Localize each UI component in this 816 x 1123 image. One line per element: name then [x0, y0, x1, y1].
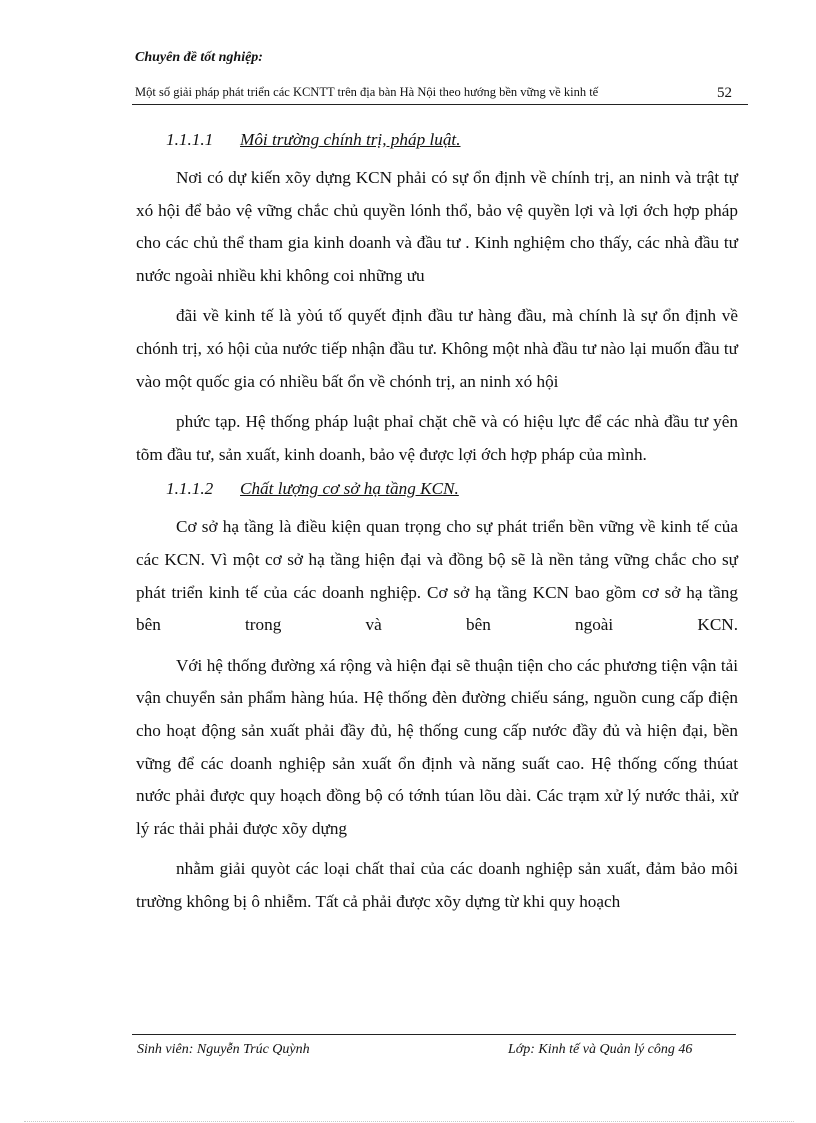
- paragraph: Nơi có dự kiến xõy dựng KCN phải có sự ổn định về chính trị, an ninh và trật tự xó hội để bảo vệ vững chắc chủ quyền lónh thổ, bảo vệ quyền lợi và lợi ớch hợp pháp cho các chủ thể tham gia kinh doanh và đầu tư . Kinh nghiệm cho thấy, các nhà đầu tư nước ngoài nhiều khi không coi những ưu: [136, 168, 738, 285]
- header-divider: [132, 104, 748, 105]
- section-title: Chất lượng cơ sở hạ tầng KCN.: [240, 479, 459, 499]
- footer-divider: [132, 1034, 736, 1035]
- section-2: [136, 479, 738, 918]
- section-title: Môi trường chính trị, pháp luật.: [240, 130, 461, 149]
- page-edge: [24, 1121, 794, 1122]
- section-heading: [136, 479, 738, 505]
- paragraph: đãi về kinh tế là yòú tố quyết định đầu tư hàng đầu, mà chính là sự ổn định về chónh trị, xó hội của nước tiếp nhận đầu tư. Không một nhà đầu tư nào lại muốn đầu tư vào một quốc gia có nhiều bất ổn về chónh trị, an ninh xó hội: [136, 306, 738, 391]
- footer-student: Sinh viên: Nguyễn Trúc Quỳnh: [137, 1042, 310, 1057]
- paragraph: phức tạp. Hệ thống pháp luật phaỉ chặt chẽ và có hiệu lực để các nhà đầu tư yên tõm đầu tư, sản xuất, kinh doanh, bảo vệ được lợi ớch hợp pháp của mình.: [136, 412, 738, 464]
- document-body: [136, 130, 738, 926]
- paragraph: Với hệ thống đường xá rộng và hiện đại sẽ thuận tiện cho các phương tiện vận tải vận chuyển sản phẩm hàng húa. Hệ thống đèn đường chiếu sáng, nguồn cung cấp điện cho hoạt động sản xuất phải đầy đủ, hệ thống cung cấp nước đầy đủ và hiện đại, bền vững để các doanh nghiệp sản xuất ổn định và năng suất cao. Hệ thống cống thúat nước phải được quy hoạch đồng bộ có tớnh túan lõu dài. Các trạm xử lý nước thải, xử lý rác thải phải được xõy dựng: [136, 655, 738, 838]
- section-number: 1.1.1.1: [166, 130, 214, 149]
- header-title: Chuyên đề tốt nghiệp:: [135, 50, 263, 65]
- section-number: 1.1.1.2: [166, 479, 214, 499]
- paragraph: nhằm giải quyòt các loại chất thaỉ của các doanh nghiệp sản xuất, đảm bảo môi trường không bị ô nhiễm. Tất cả phải được xõy dựng từ khi quy hoạch: [136, 859, 738, 911]
- footer-class: Lớp: Kinh tế và Quản lý công 46: [508, 1042, 693, 1057]
- page-number: 52: [717, 85, 732, 101]
- paragraph: Cơ sở hạ tầng là điều kiện quan trọng cho sự phát triển bền vững về kinh tế của các KCN. Vì một cơ sở hạ tầng hiện đại và đồng bộ sẽ là nền tảng vững chắc cho sự phát triển kinh tế của các doanh nghiệp. Cơ sở hạ tầng KCN bao gồm cơ sở hạ tầng bên trong và bên ngoài KCN.: [136, 517, 738, 635]
- section-heading: [136, 130, 738, 156]
- header-subtitle: Một số giải pháp phát triển các KCNTT trên địa bàn Hà Nội theo hướng bền vững về kinh tế: [135, 85, 599, 99]
- section-1: [136, 130, 738, 471]
